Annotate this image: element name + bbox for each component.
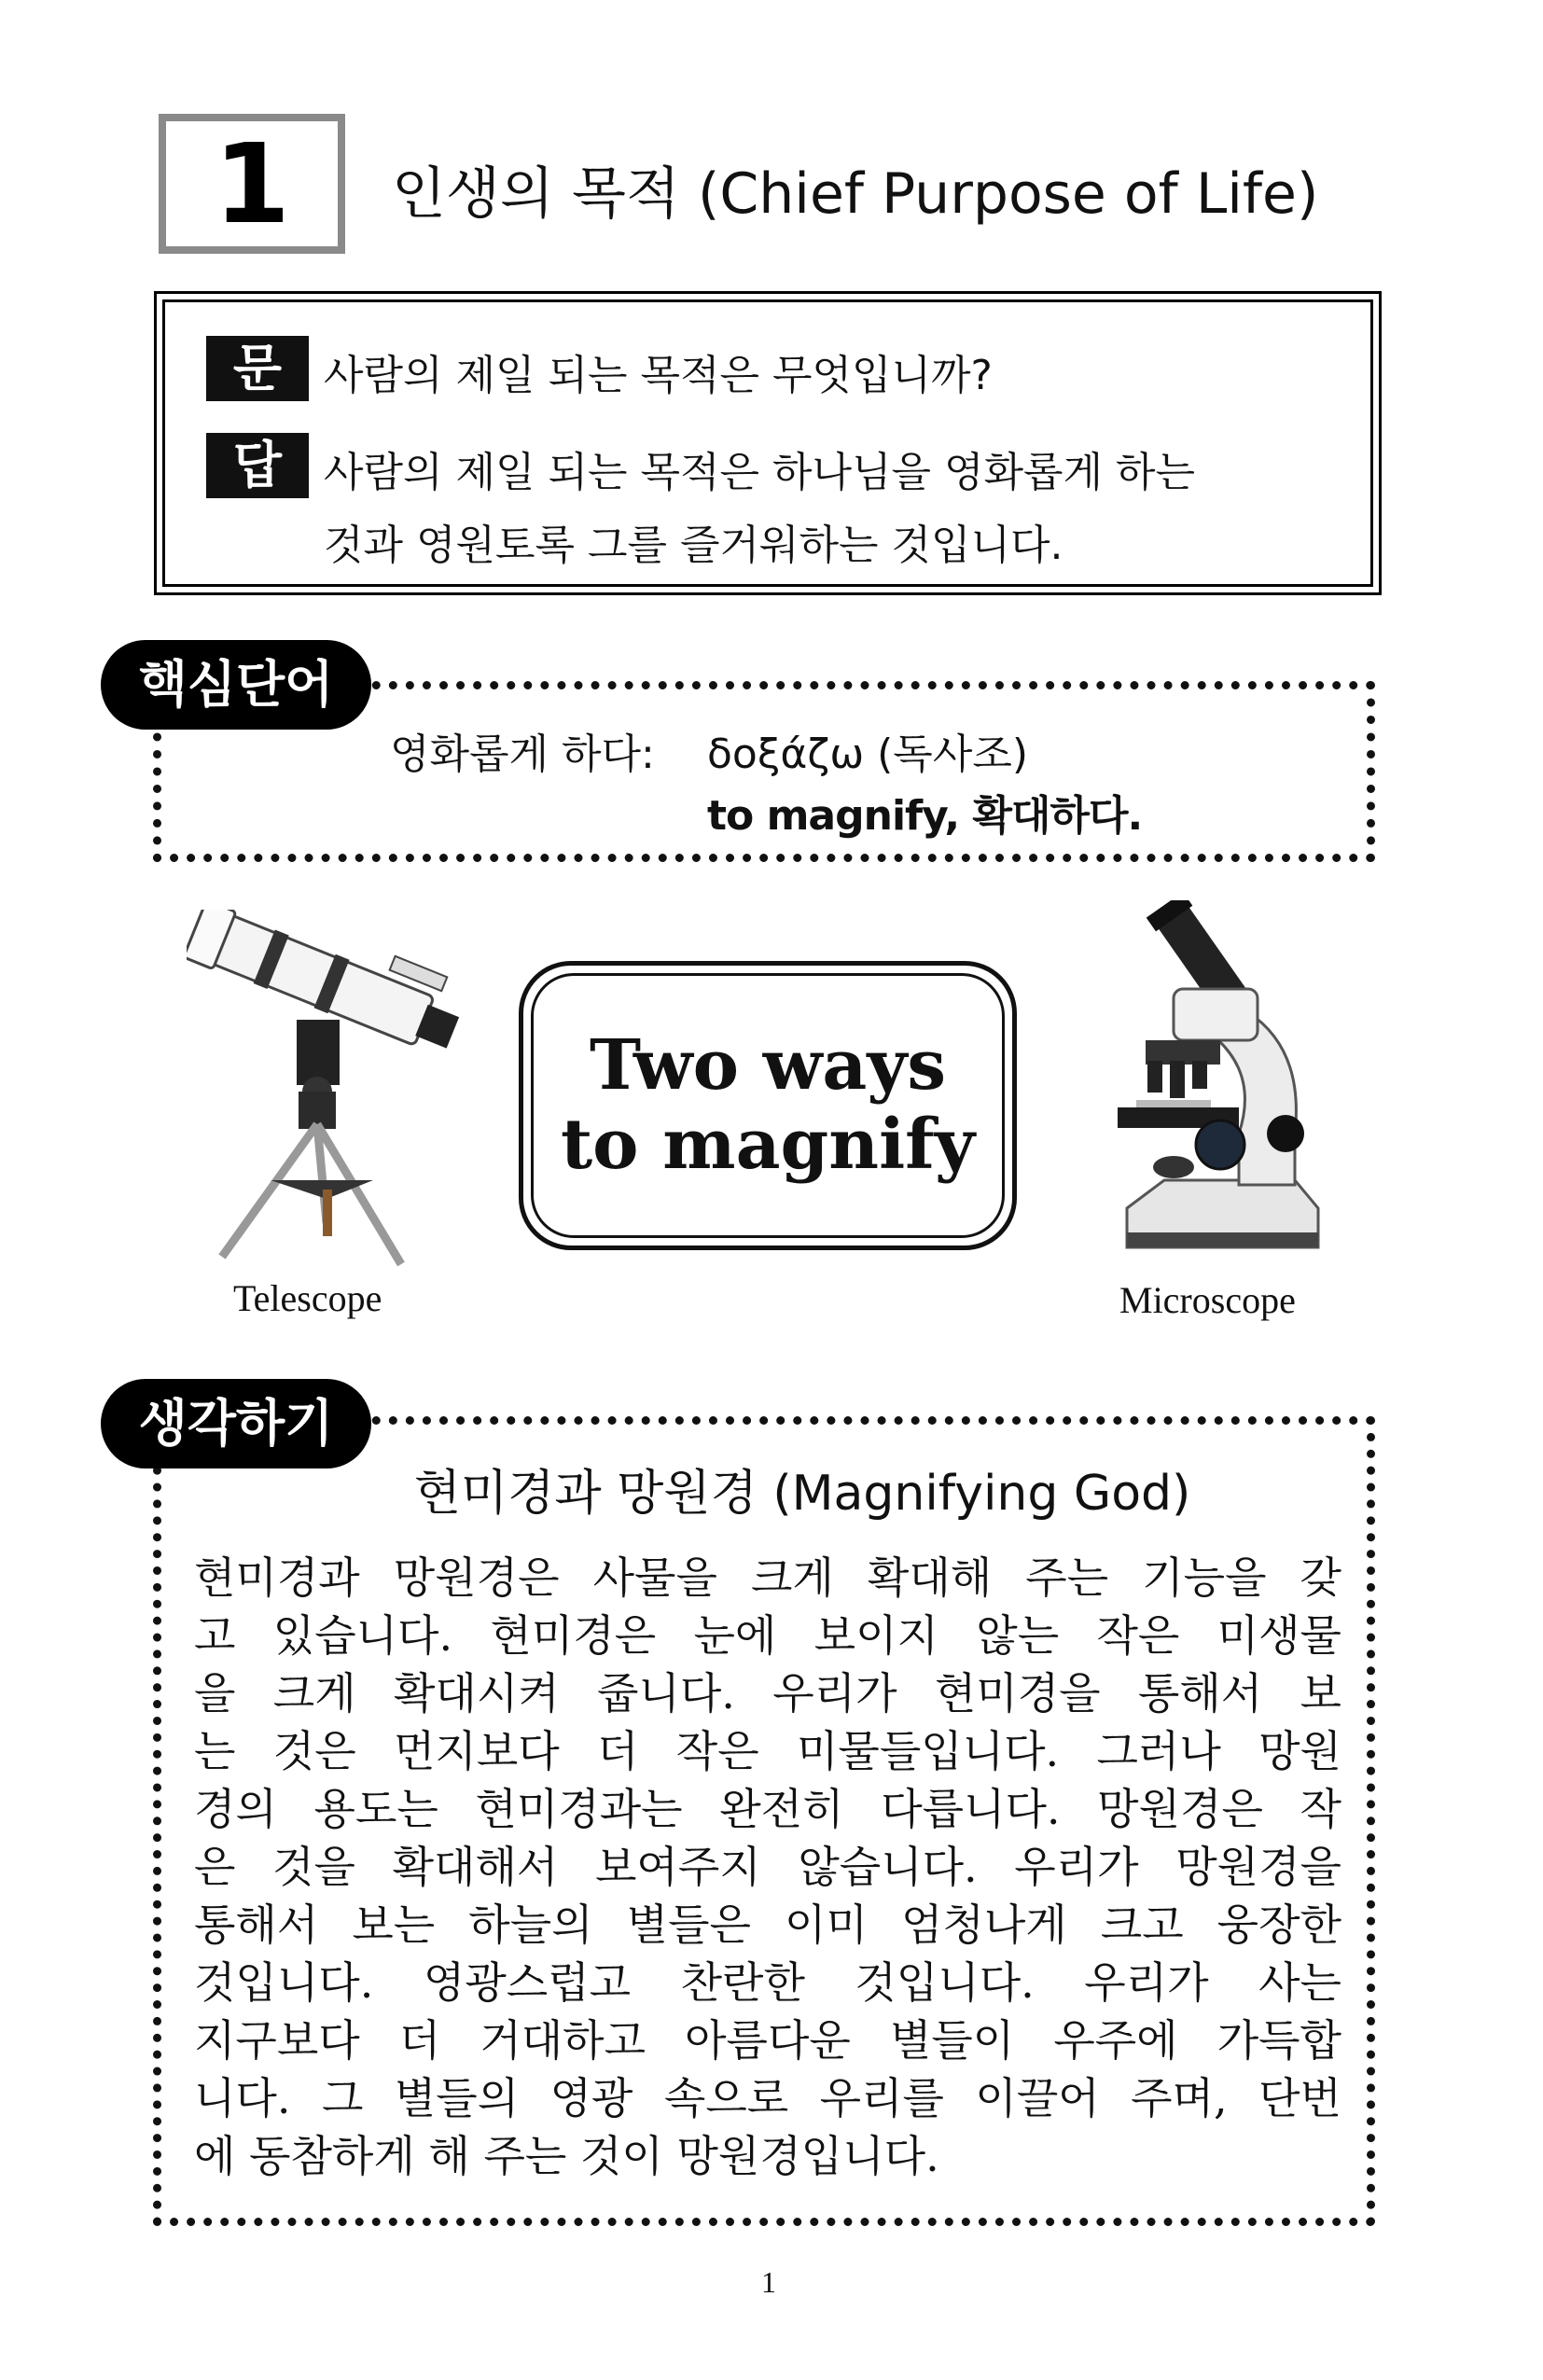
think-label-pill: 생각하기 <box>101 1379 371 1468</box>
essay-line: 지구보다 더 거대하고 아름다운 별들이 우주에 가득합 <box>194 2015 1341 2066</box>
essay-line: 을 크게 확대시켜 줍니다. 우리가 현미경을 통해서 보 <box>194 1668 1341 1719</box>
microscope-icon <box>1108 900 1332 1264</box>
qa-inner-border <box>162 299 1373 587</box>
qa-box <box>154 291 1382 595</box>
keyword-label-pill: 핵심단어 <box>101 640 371 730</box>
two-ways-inner <box>531 973 1005 1238</box>
essay-line: 은 것을 확대해서 보여주지 않습니다. 우리가 망원경을 <box>194 1842 1341 1892</box>
telescope-icon <box>187 910 466 1274</box>
two-ways-box <box>519 961 1017 1250</box>
keyword-meaning: to magnify, 확대하다. <box>707 792 1143 840</box>
question-text: 사람의 제일 되는 목적은 무엇입니까? <box>324 352 993 399</box>
essay-line: 니다. 그 별들의 영광 속으로 우리를 이끌어 주며, 단번 <box>194 2073 1341 2123</box>
keyword-term: 영화롭게 하다: <box>390 731 655 778</box>
microscope-caption: Microscope <box>1119 1279 1296 1321</box>
lesson-title: 인생의 목적 (Chief Purpose of Life) <box>392 161 1319 227</box>
lesson-number: 1 <box>213 119 291 248</box>
two-ways-line2: to magnify <box>560 1105 976 1185</box>
essay-line: 현미경과 망원경은 사물을 크게 확대해 주는 기능을 갖 <box>194 1552 1341 1603</box>
keyword-greek: δοξάζω (독사조) <box>707 731 1028 778</box>
essay-line: 에 동참하게 해 주는 것이 망원경입니다. <box>194 2131 939 2181</box>
essay-line: 고 있습니다. 현미경은 눈에 보이지 않는 작은 미생물 <box>194 1610 1341 1661</box>
telescope-caption: Telescope <box>233 1277 382 1319</box>
essay-line: 통해서 보는 하늘의 별들은 이미 엄청나게 크고 웅장한 <box>194 1900 1341 1950</box>
answer-badge: 답 <box>206 433 309 498</box>
question-badge: 문 <box>206 336 309 401</box>
answer-text-line2: 것과 영원토록 그를 즐거워하는 것입니다. <box>324 522 1063 569</box>
two-ways-line1: Two ways <box>589 1024 947 1106</box>
think-title: 현미경과 망원경 (Magnifying God) <box>413 1466 1191 1522</box>
answer-text-line1: 사람의 제일 되는 목적은 하나님을 영화롭게 하는 <box>324 449 1195 496</box>
page-number: 1 <box>761 2265 776 2299</box>
lesson-number-box <box>159 114 345 254</box>
essay-body <box>194 1549 1341 2185</box>
essay-line: 경의 용도는 현미경과는 완전히 다릅니다. 망원경은 작 <box>194 1784 1341 1834</box>
essay-line: 는 것은 먼지보다 더 작은 미물들입니다. 그러나 망원 <box>194 1726 1341 1776</box>
essay-line: 것입니다. 영광스럽고 찬란한 것입니다. 우리가 사는 <box>194 1957 1341 2008</box>
